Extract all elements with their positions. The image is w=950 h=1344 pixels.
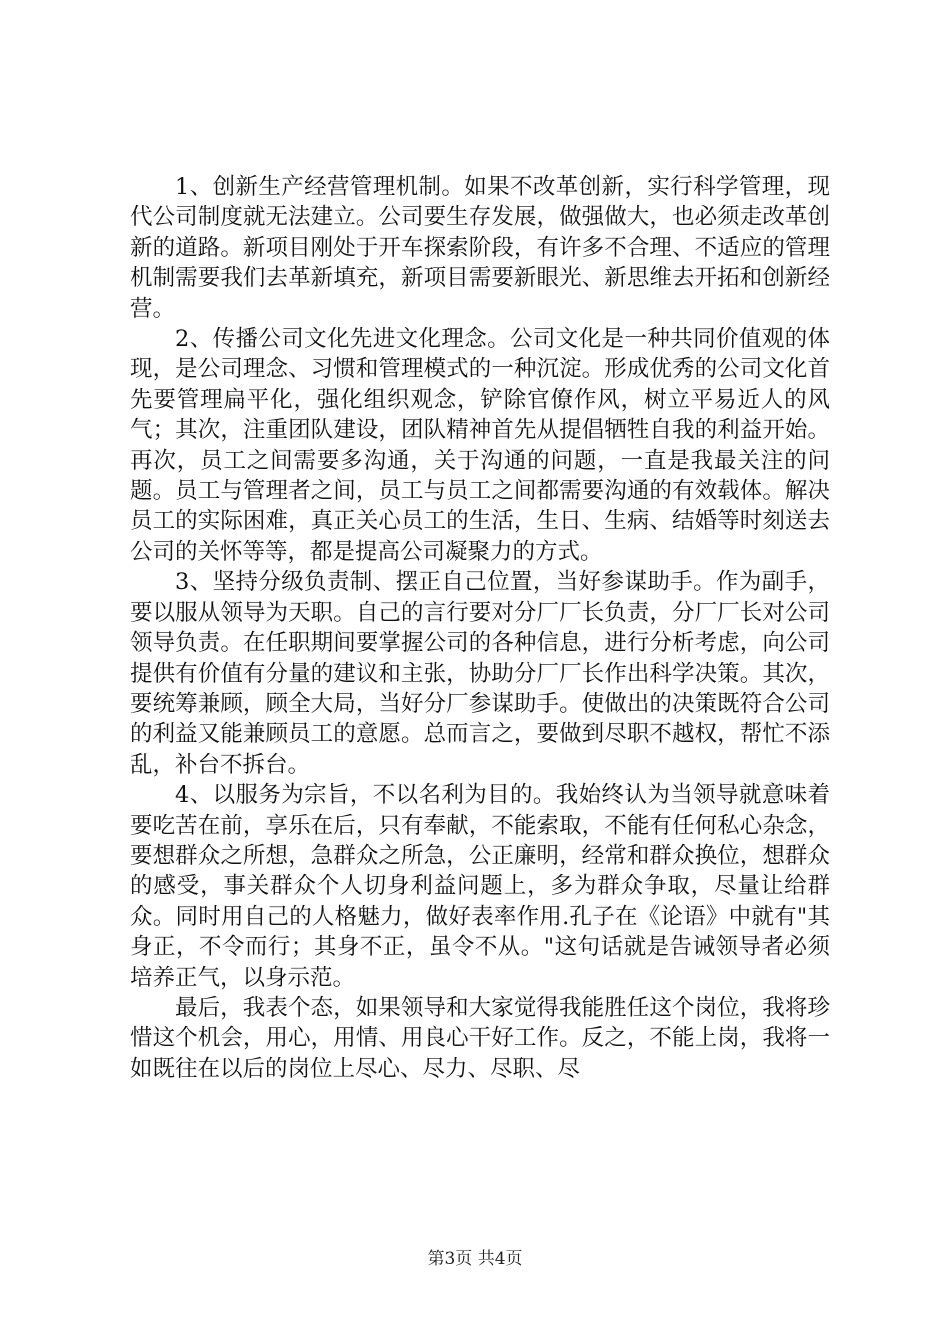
- page-number-footer: 第3页 共4页: [427, 1249, 523, 1269]
- paragraph-4: 4、以服务为宗旨，不以名利为目的。我始终认为当领导就意味着要吃苦在前，享乐在后，只有奉献，不能索取，不能有任何私心杂念，要想群众之所想，急群众之所急，公正廉明，经常和群众换位，想群众的感受，事关群众个人切身利益问题上，多为群众争取，尽量让给群众。同时用自己的人格魅力，做好表率作用.孔子在《论语》中就有"其身正，不令而行；其身不正，虽令不从。"这句话就是告诫领导者必须培养正气，以身示范。: [130, 782, 830, 991]
- document-body: [130, 172, 830, 1084]
- paragraph-3: 3、坚持分级负责制、摆正自己位置，当好参谋助手。作为副手，要以服从领导为天职。自己的言行要对分厂厂长负责，分厂厂长对公司领导负责。在任职期间要掌握公司的各种信息，进行分析考虑，向公司提供有价值有分量的建议和主张，协助分厂厂长作出科学决策。其次，要统筹兼顾，顾全大局，当好分厂参谋助手。使做出的决策既符合公司的利益又能兼顾员工的意愿。总而言之，要做到尽职不越权，帮忙不添乱，补台不拆台。: [130, 569, 830, 778]
- paragraph-5: 最后，我表个态，如果领导和大家觉得我能胜任这个岗位，我将珍惜这个机会，用心，用情、用良心干好工作。反之，不能上岗，我将一如既往在以后的岗位上尽心、尽力、尽职、尽: [130, 994, 830, 1082]
- paragraph-1: 1、创新生产经营管理机制。如果不改革创新，实行科学管理，现代公司制度就无法建立。公司要生存发展，做强做大，也必须走改革创新的道路。新项目刚处于开车探索阶段，有许多不合理、不适应的管理机制需要我们去革新填充，新项目需要新眼光、新思维去开拓和创新经营。: [130, 174, 830, 322]
- paragraph-2: 2、传播公司文化先进文化理念。公司文化是一种共同价值观的体现，是公司理念、习惯和管理模式的一种沉淀。形成优秀的公司文化首先要管理扁平化，强化组织观念，铲除官僚作风，树立平易近人的风气；其次，注重团队建设，团队精神首先从提倡牺牲自我的利益开始。再次，员工之间需要多沟通，关于沟通的问题，一直是我最关注的问题。员工与管理者之间，员工与员工之间都需要沟通的有效载体。解决员工的实际困难，真正关心员工的生活，生日、生病、结婚等时刻送去公司的关怀等等，都是提高公司凝聚力的方式。: [130, 326, 830, 565]
